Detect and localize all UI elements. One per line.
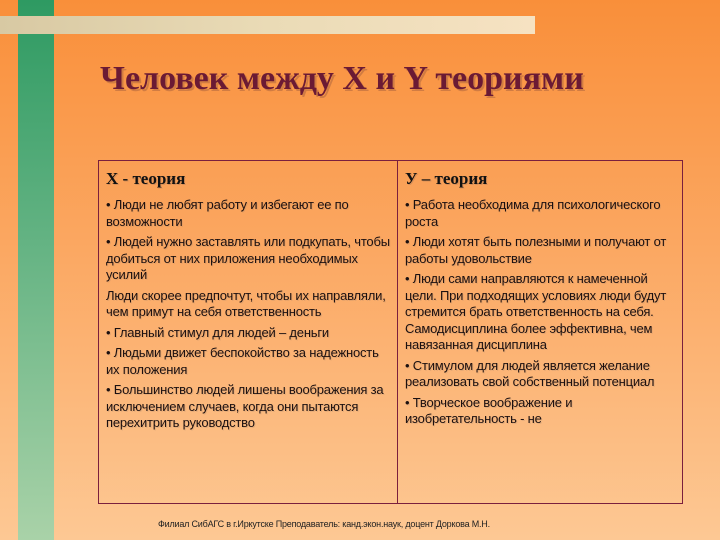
- slide-footer: Филиал СибАГС в г.Иркутске Преподаватель: канд.экон.наук, доцент Доркова М.Н.: [158, 519, 490, 529]
- x-theory-item: • Люди не любят работу и избегают ее по возможности: [106, 197, 349, 229]
- decorative-tan-bar: [0, 16, 535, 34]
- decorative-green-bar: [18, 0, 54, 540]
- x-theory-item: Люди скорее предпочтут, чтобы их направляли, чем примут на себя ответственность: [106, 287, 386, 319]
- y-theory-item: • Люди сами направляются к намеченной цели. При подходящих условиях люди будут стремится брать ответственность на себя. Самодисциплина более эффективна, чем навязанная дисциплина: [405, 271, 667, 352]
- y-theory-item: • Люди хотят быть полезными и получают от работы удовольствие: [405, 234, 667, 266]
- x-theory-heading: X - теория: [106, 169, 186, 188]
- y-theory-item: • Работа необходима для психологического роста: [405, 197, 661, 229]
- x-theory-item: • Людьми движет беспокойство за надежность их положения: [106, 345, 379, 377]
- x-theory-item: • Большинство людей лишены воображения за исключением случаев, когда они пытаются перехитрить руководство: [106, 382, 384, 430]
- theory-comparison-table: [98, 160, 683, 504]
- x-theory-column: [99, 161, 398, 504]
- slide-title: Человек между X и Y теориями: [100, 60, 584, 97]
- x-theory-item: • Главный стимул для людей – деньги: [106, 324, 329, 340]
- y-theory-item: • Стимулом для людей является желание реализовать свой собственный потенциал: [405, 357, 655, 389]
- y-theory-item: • Творческое воображение и изобретательность - не: [405, 394, 573, 426]
- x-theory-item: • Людей нужно заставлять или подкупать, чтобы добиться от них приложения необходимых усилий: [106, 234, 390, 282]
- table-row: [99, 161, 683, 504]
- y-theory-column: [398, 161, 683, 504]
- y-theory-heading: У – теория: [405, 169, 488, 188]
